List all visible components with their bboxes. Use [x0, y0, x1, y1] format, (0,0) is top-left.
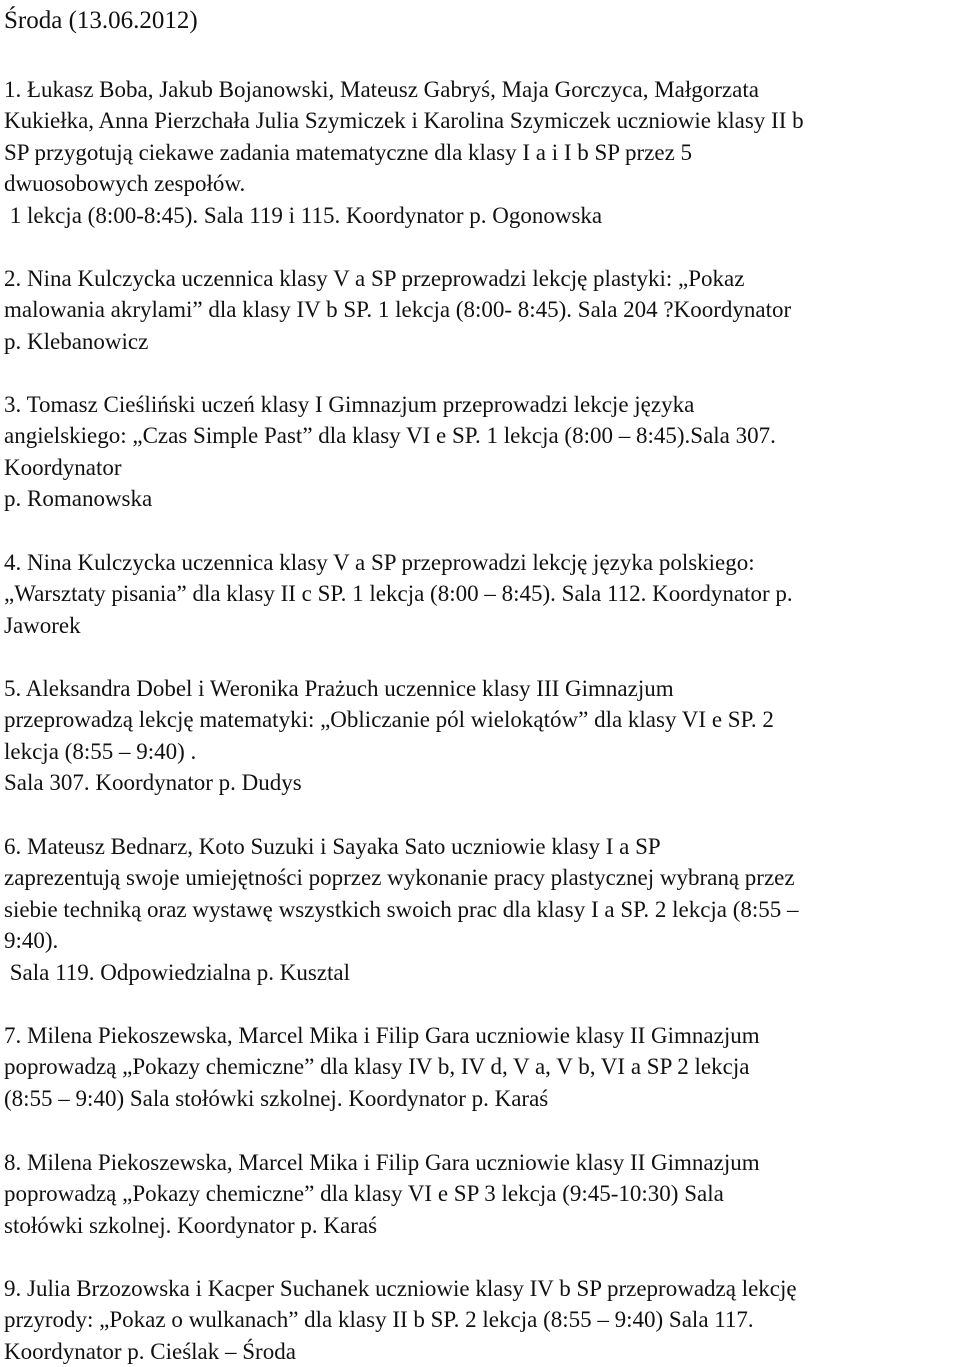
schedule-item-line: poprowadzą „Pokazy chemiczne” dla klasy VI e SP 3 lekcja (9:45-10:30) Sala: [4, 1181, 724, 1207]
schedule-item-line: przeprowadzą lekcję matematyki: „Obliczanie pól wielokątów” dla klasy VI e SP. 2: [4, 707, 774, 733]
schedule-item-line: 3. Tomasz Cieśliński uczeń klasy I Gimnazjum przeprowadzi lekcje języka: [4, 392, 695, 417]
schedule-item-line: Sala 307. Koordynator p. Dudys: [4, 770, 302, 796]
schedule-item-line: (8:55 – 9:40) Sala stołówki szkolnej. Koordynator p. Karaś: [4, 1085, 549, 1111]
schedule-item-line: 1. Łukasz Boba, Jakub Bojanowski, Mateusz Gabryś, Maja Gorczyca, Małgorzata: [4, 77, 759, 102]
schedule-item-line: 9. Julia Brzozowska i Kacper Suchanek uczniowie klasy IV b SP przeprowadzą lekcję: [4, 1276, 797, 1301]
schedule-item-line: przyrody: „Pokaz o wulkanach” dla klasy II b SP. 2 lekcja (8:55 – 9:40) Sala 117.: [4, 1307, 754, 1333]
schedule-item-4: [4, 547, 960, 641]
schedule-item-5: [4, 673, 960, 799]
schedule-item-line: Jaworek: [4, 612, 81, 638]
schedule-item-3: [4, 389, 960, 515]
schedule-item-line: Sala 119. Odpowiedzialna p. Kusztal: [4, 959, 350, 985]
schedule-item-line: 4. Nina Kulczycka uczennica klasy V a SP przeprowadzi lekcję języka polskiego:: [4, 550, 755, 575]
schedule-item-line: poprowadzą „Pokazy chemiczne” dla klasy IV b, IV d, V a, V b, VI a SP 2 lekcja: [4, 1054, 750, 1080]
schedule-item-8: [4, 1147, 960, 1241]
schedule-item-line: Koordynator: [4, 454, 122, 480]
schedule-item-7: [4, 1020, 960, 1114]
schedule-item-2: [4, 263, 960, 357]
schedule-item-line: dwuosobowych zespołów.: [4, 171, 246, 197]
schedule-item-line: stołówki szkolnej. Koordynator p. Karaś: [4, 1212, 378, 1238]
schedule-item-line: „Warsztaty pisania” dla klasy II c SP. 1 lekcja (8:00 – 8:45). Sala 112. Koordynator p.: [4, 581, 793, 607]
page-title: Środa (13.06.2012): [4, 7, 198, 34]
schedule-item-line: malowania akrylami” dla klasy IV b SP. 1 lekcja (8:00- 8:45). Sala 204 ?Koordynator: [4, 297, 792, 323]
schedule-item-line: angielskiego: „Czas Simple Past” dla klasy VI e SP. 1 lekcja (8:00 – 8:45).Sala 307.: [4, 423, 776, 449]
schedule-item-line: 9:40).: [4, 928, 59, 954]
schedule-item-line: p. Klebanowicz: [4, 328, 149, 354]
schedule-item-line: 5. Aleksandra Dobel i Weronika Prażuch uczennice klasy III Gimnazjum: [4, 676, 674, 701]
schedule-item-line: 6. Mateusz Bednarz, Koto Suzuki i Sayaka Sato uczniowie klasy I a SP: [4, 834, 661, 859]
schedule-item-line: Koordynator p. Cieślak – Środa: [4, 1338, 296, 1364]
schedule-item-line: SP przygotują ciekawe zadania matematyczne dla klasy I a i I b SP przez 5: [4, 139, 693, 165]
schedule-item-line: zaprezentują swoje umiejętności poprzez wykonanie pracy plastycznej wybraną przez: [4, 865, 795, 891]
schedule-item-line: Kukiełka, Anna Pierzchała Julia Szymiczek i Karolina Szymiczek uczniowie klasy II b: [4, 108, 804, 134]
schedule-item-line: p. Romanowska: [4, 486, 153, 512]
schedule-item-line: 1 lekcja (8:00-8:45). Sala 119 i 115. Koordynator p. Ogonowska: [4, 202, 603, 228]
schedule-item-line: siebie techniką oraz wystawę wszystkich swoich prac dla klasy I a SP. 2 lekcja (8:55 –: [4, 896, 799, 922]
schedule-item-6: [4, 831, 960, 988]
schedule-item-line: 7. Milena Piekoszewska, Marcel Mika i Filip Gara uczniowie klasy II Gimnazjum: [4, 1023, 760, 1048]
schedule-item-line: 8. Milena Piekoszewska, Marcel Mika i Filip Gara uczniowie klasy II Gimnazjum: [4, 1150, 760, 1175]
schedule-item-line: 2. Nina Kulczycka uczennica klasy V a SP przeprowadzi lekcję plastyki: „Pokaz: [4, 266, 745, 291]
schedule-item-line: lekcja (8:55 – 9:40) .: [4, 738, 197, 764]
schedule-item-9: [4, 1273, 960, 1367]
schedule-item-1: [4, 74, 960, 231]
